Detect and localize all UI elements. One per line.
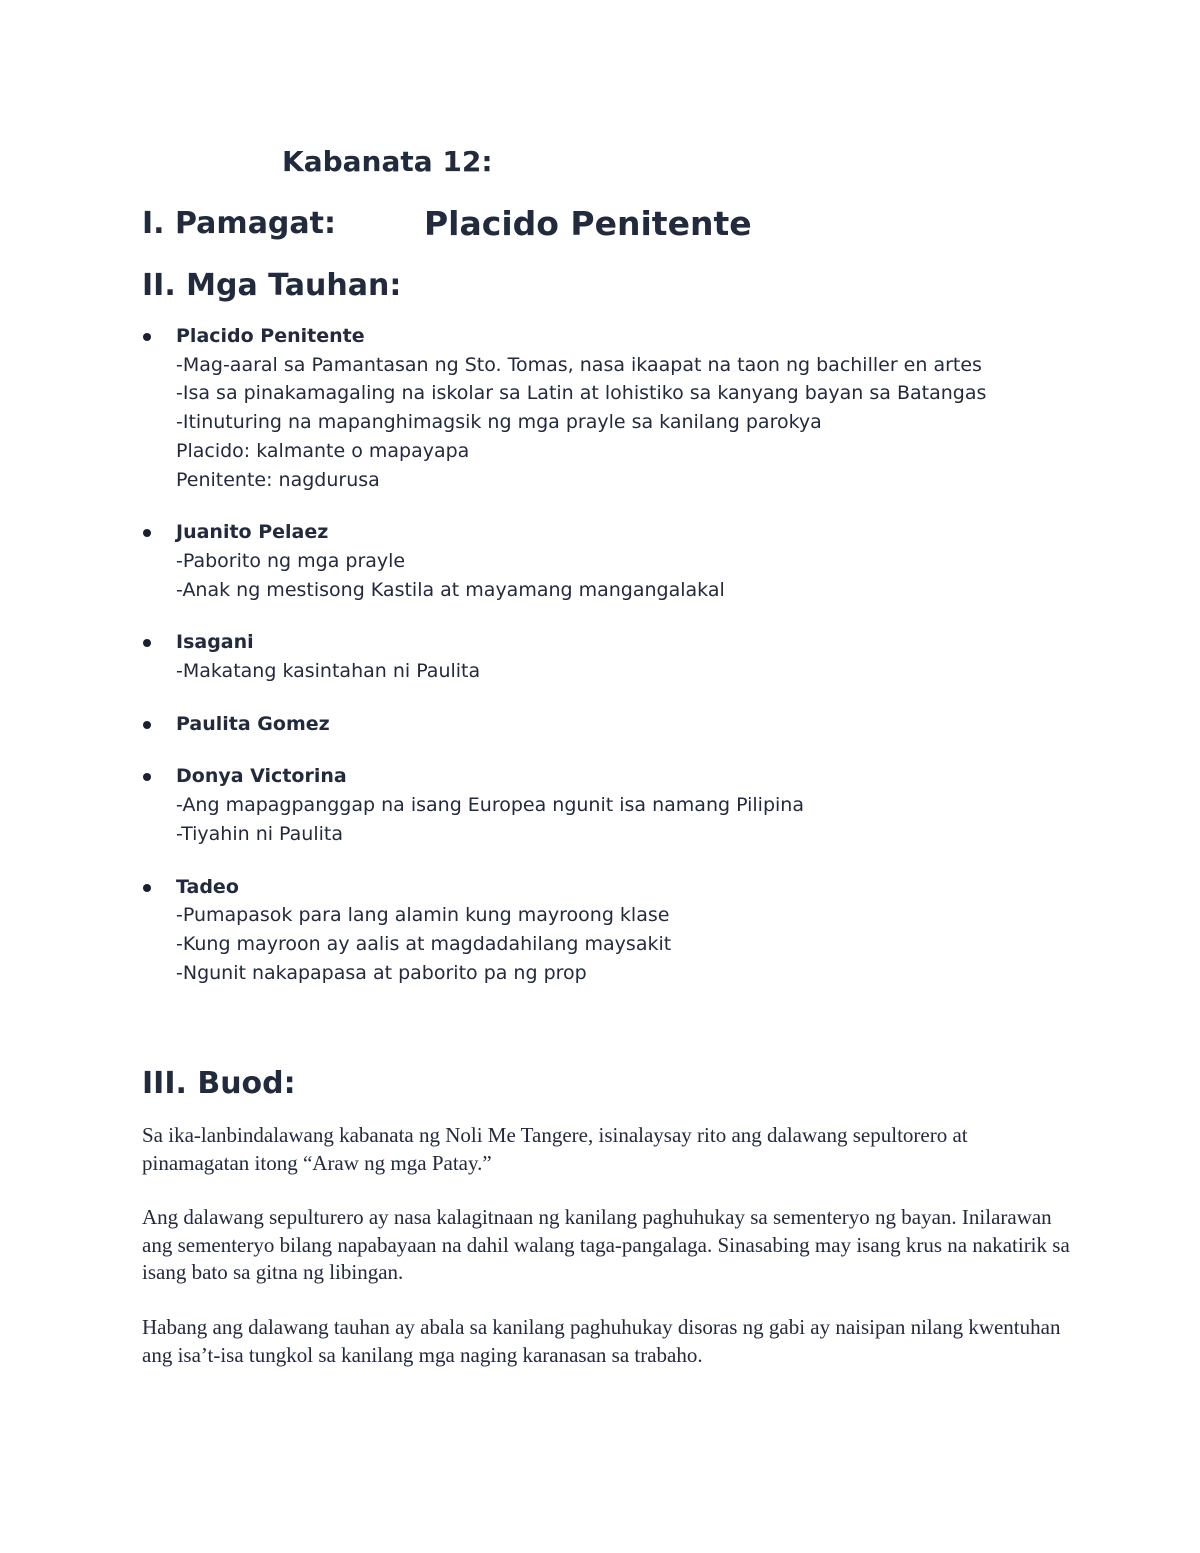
character-name: Donya Victorina: [176, 765, 347, 788]
section-pamagat-heading: I. Pamagat:: [142, 206, 336, 241]
character-description-line: -Itinuturing na mapanghimagsik ng mga prayle sa kanilang parokya: [176, 411, 822, 434]
character-item: [176, 762, 1136, 848]
character-list: [176, 322, 1136, 1011]
character-description-line: -Paborito ng mga prayle: [176, 549, 406, 572]
character-description-line: Placido: kalmante o mapayapa: [176, 439, 470, 462]
character-description-line: Penitente: nagdurusa: [176, 468, 380, 491]
character-description-line: -Pumapasok para lang alamin kung mayroong klase: [176, 904, 670, 927]
character-name: Isagani: [176, 631, 254, 654]
summary-paragraph: Ang dalawang sepulturero ay nasa kalagitnaan ng kanilang paghuhukay sa sementeryo ng bayan. Inilarawan ang sementeryo bilang napabayaan na dahil walang taga-pangalaga. Sinasabing may isang krus na nakatirik sa isang bato sa gitna ng libingan.: [142, 1205, 1070, 1285]
character-item: [176, 710, 1136, 739]
character-description-line: -Tiyahin ni Paulita: [176, 822, 344, 845]
character-name: Placido Penitente: [176, 325, 365, 347]
character-item: [176, 518, 1136, 604]
character-item: [176, 322, 1136, 494]
character-description-line: -Anak ng mestisong Kastila at mayamang mangangalakal: [176, 578, 725, 601]
character-description-line: -Kung mayroon ay aalis at magdadahilang maysakit: [176, 932, 672, 955]
character-name: Juanito Pelaez: [176, 521, 329, 544]
character-description-line: -Ngunit nakapapasa at paborito pa ng prop: [176, 961, 587, 984]
section-tauhan-heading: II. Mga Tauhan:: [142, 268, 402, 303]
character-description-line: -Isa sa pinakamagaling na iskolar sa Latin at lohistiko sa kanyang bayan sa Batangas: [176, 382, 987, 405]
section-buod-heading: III. Buod:: [142, 1066, 296, 1101]
chapter-title: Placido Penitente: [424, 204, 752, 243]
summary-paragraph: Sa ika-lanbindalawang kabanata ng Noli Me Tangere, isinalaysay rito ang dalawang sepultorero at pinamagatan itong “Araw ng mga Patay.”: [142, 1123, 968, 1175]
character-description-line: -Mag-aaral sa Pamantasan ng Sto. Tomas, nasa ikaapat na taon ng bachiller en artes: [176, 353, 982, 376]
summary-paragraph: Habang ang dalawang tauhan ay abala sa kanilang paghuhukay disoras ng gabi ay naisipan nilang kwentuhan ang isa’t-isa tungkol sa kanilang mga naging karanasan sa trabaho.: [142, 1314, 1061, 1367]
character-description-line: -Makatang kasintahan ni Paulita: [176, 660, 481, 683]
character-item: [176, 873, 1136, 988]
character-item: [176, 628, 1136, 685]
character-name: Paulita Gomez: [176, 712, 330, 735]
character-name: Tadeo: [176, 875, 239, 898]
chapter-heading: Kabanata 12:: [282, 145, 493, 178]
summary-body: [142, 1122, 1072, 1396]
character-description-line: -Ang mapagpanggap na isang Europea ngunit isa namang Pilipina: [176, 794, 804, 817]
